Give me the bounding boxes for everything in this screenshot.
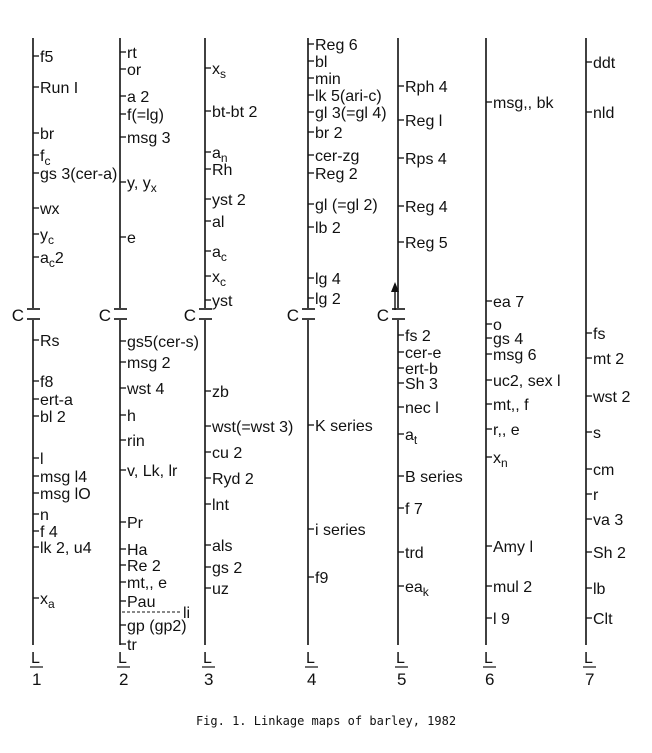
end-label: L bbox=[396, 650, 405, 667]
locus-label: gs 4 bbox=[493, 331, 524, 348]
locus bbox=[308, 197, 378, 214]
end-label: L bbox=[203, 650, 212, 667]
end-label: L bbox=[31, 650, 40, 667]
locus-label: bt-bt 2 bbox=[212, 104, 258, 121]
locus bbox=[486, 331, 523, 348]
locus-label: f9 bbox=[315, 570, 329, 587]
locus-label: msg lO bbox=[40, 486, 91, 503]
locus-label: $x_a$ bbox=[40, 591, 55, 611]
locus-label: va 3 bbox=[593, 512, 624, 529]
locus-label: $x_c$ bbox=[212, 269, 226, 289]
locus-label: lb 2 bbox=[315, 220, 341, 237]
locus-label: rin bbox=[127, 433, 145, 450]
locus bbox=[120, 130, 171, 147]
locus-label: msg 2 bbox=[127, 355, 171, 372]
locus bbox=[586, 351, 624, 368]
locus-label: uc2, sex l bbox=[493, 373, 561, 390]
locus-label: o bbox=[493, 317, 502, 334]
chromosome-4 bbox=[287, 37, 387, 689]
locus-label: Reg 6 bbox=[315, 37, 358, 54]
chromosome-number: 6 bbox=[485, 670, 495, 689]
chromosome-number: 5 bbox=[397, 670, 407, 689]
locus bbox=[205, 445, 242, 462]
locus bbox=[120, 433, 145, 450]
locus-label: cer-e bbox=[405, 345, 442, 362]
locus bbox=[205, 384, 229, 401]
locus bbox=[586, 487, 599, 504]
locus bbox=[33, 451, 44, 468]
locus bbox=[33, 374, 53, 391]
locus bbox=[486, 373, 561, 390]
locus bbox=[308, 125, 343, 142]
locus bbox=[33, 80, 78, 97]
centromere-label: C bbox=[11, 306, 24, 325]
locus bbox=[308, 166, 358, 183]
locus bbox=[308, 37, 358, 54]
locus bbox=[486, 539, 533, 556]
locus-label: f 7 bbox=[405, 501, 423, 518]
locus bbox=[120, 62, 142, 79]
locus bbox=[486, 347, 537, 364]
locus bbox=[398, 376, 438, 393]
locus bbox=[398, 400, 439, 417]
locus bbox=[205, 244, 227, 264]
locus bbox=[205, 293, 233, 310]
locus bbox=[586, 425, 601, 442]
end-label: L bbox=[584, 650, 593, 667]
locus-label: $y_c$ bbox=[40, 227, 54, 247]
locus-label: r bbox=[593, 487, 599, 504]
locus-label: bl 2 bbox=[40, 409, 66, 426]
locus bbox=[308, 418, 373, 435]
locus bbox=[120, 558, 161, 575]
locus bbox=[586, 545, 626, 562]
locus-label: nec l bbox=[405, 400, 439, 417]
locus-label: Pr bbox=[127, 515, 143, 532]
chromosome-6 bbox=[483, 38, 561, 689]
locus bbox=[120, 542, 148, 559]
locus-label: r,, e bbox=[493, 422, 520, 439]
locus-label: yst 2 bbox=[212, 192, 246, 209]
locus-label: a 2 bbox=[127, 89, 150, 106]
locus-label: min bbox=[315, 71, 341, 88]
locus-label: bl bbox=[315, 54, 328, 71]
locus-label: gs 2 bbox=[212, 560, 243, 577]
chromosome-3 bbox=[184, 38, 294, 689]
locus bbox=[486, 397, 529, 414]
locus-label: ddt bbox=[593, 55, 616, 72]
locus bbox=[398, 235, 448, 252]
locus-label: K series bbox=[315, 418, 373, 435]
locus bbox=[205, 61, 226, 81]
locus-label: mt,, e bbox=[127, 575, 168, 592]
locus bbox=[33, 148, 50, 168]
locus bbox=[486, 611, 510, 628]
locus bbox=[33, 49, 53, 66]
centromere-label: C bbox=[183, 306, 196, 325]
locus-label: fs 2 bbox=[405, 328, 431, 345]
locus bbox=[308, 570, 328, 587]
locus-label: uz bbox=[212, 581, 229, 598]
locus-label: rt bbox=[127, 45, 137, 62]
locus bbox=[205, 214, 224, 231]
locus-label: f(=lg) bbox=[127, 107, 164, 124]
locus bbox=[486, 294, 524, 311]
locus-label: tr bbox=[127, 637, 137, 654]
locus bbox=[308, 291, 341, 308]
locus-label: wst 2 bbox=[593, 389, 631, 406]
locus bbox=[398, 427, 418, 447]
locus bbox=[120, 575, 167, 592]
locus bbox=[398, 79, 448, 96]
locus-label: Reg 5 bbox=[405, 235, 448, 252]
locus bbox=[120, 463, 178, 480]
locus-label: B series bbox=[405, 469, 463, 486]
locus bbox=[120, 355, 171, 372]
end-label: L bbox=[118, 650, 127, 667]
locus-label: zb bbox=[212, 384, 229, 401]
locus bbox=[586, 512, 623, 529]
locus bbox=[33, 486, 91, 503]
locus bbox=[205, 497, 229, 514]
locus bbox=[120, 618, 187, 635]
locus bbox=[33, 166, 117, 183]
locus bbox=[120, 408, 136, 425]
locus-label: ea 7 bbox=[493, 294, 525, 311]
locus bbox=[486, 579, 532, 596]
locus-label: Reg 4 bbox=[405, 199, 448, 216]
locus bbox=[398, 151, 447, 168]
locus-label: $a_t$ bbox=[405, 427, 418, 447]
locus-label: lg 2 bbox=[315, 291, 341, 308]
locus bbox=[120, 381, 164, 398]
locus-label: trd bbox=[405, 545, 424, 562]
locus bbox=[33, 409, 66, 426]
locus-label: e bbox=[127, 230, 136, 247]
locus-label: gp (gp2) bbox=[127, 618, 187, 635]
locus bbox=[120, 230, 136, 247]
locus bbox=[586, 55, 616, 72]
locus bbox=[486, 95, 554, 112]
locus-label: $ea_k$ bbox=[405, 579, 429, 599]
locus bbox=[586, 389, 630, 406]
centromere-label: C bbox=[98, 306, 111, 325]
locus bbox=[398, 345, 442, 362]
locus-label: Clt bbox=[593, 611, 613, 628]
locus-label: gs5(cer-s) bbox=[127, 334, 200, 351]
locus-label: gs 3(cer-a) bbox=[40, 166, 118, 183]
locus-label: ert-b bbox=[405, 361, 438, 378]
locus-label: mul 2 bbox=[493, 579, 533, 596]
locus bbox=[33, 333, 60, 350]
locus bbox=[33, 227, 54, 247]
locus-label: msg 3 bbox=[127, 130, 171, 147]
locus-label: msg l4 bbox=[40, 469, 88, 486]
locus-label: li bbox=[183, 605, 191, 622]
locus-label: i series bbox=[315, 522, 366, 539]
locus-label: Rs bbox=[40, 333, 60, 350]
end-label: L bbox=[484, 650, 493, 667]
locus bbox=[398, 469, 463, 486]
locus-label: $a_n$ bbox=[212, 145, 228, 165]
locus bbox=[205, 162, 232, 179]
locus-label: lg 4 bbox=[315, 271, 341, 288]
locus bbox=[205, 538, 232, 555]
locus bbox=[205, 471, 254, 488]
chromosome-number: 2 bbox=[119, 670, 129, 689]
locus bbox=[120, 175, 157, 195]
locus-label: f 4 bbox=[40, 524, 58, 541]
locus bbox=[33, 507, 49, 524]
chromosome-1 bbox=[12, 38, 118, 689]
locus bbox=[586, 611, 613, 628]
locus-label: lk 2, u4 bbox=[40, 540, 92, 557]
locus bbox=[586, 105, 614, 122]
locus-label: wst(=wst 3) bbox=[212, 419, 294, 436]
locus bbox=[33, 250, 64, 270]
locus bbox=[308, 148, 359, 165]
locus bbox=[398, 545, 424, 562]
locus-label: cu 2 bbox=[212, 445, 243, 462]
locus bbox=[205, 560, 242, 577]
locus-label: cer-zg bbox=[315, 148, 360, 165]
locus-label: Reg 2 bbox=[315, 166, 358, 183]
locus-label: Rps 4 bbox=[405, 151, 447, 168]
locus-label: lnt bbox=[212, 497, 229, 514]
locus-label: Ha bbox=[127, 542, 148, 559]
locus-label: s bbox=[593, 425, 601, 442]
locus bbox=[308, 54, 327, 71]
locus-label: y, $y_x$ bbox=[127, 175, 157, 195]
locus-label: f8 bbox=[40, 374, 54, 391]
locus bbox=[398, 501, 423, 518]
locus-label: Re 2 bbox=[127, 558, 161, 575]
locus bbox=[586, 326, 605, 343]
locus-label: msg 6 bbox=[493, 347, 537, 364]
locus-label: gl (=gl 2) bbox=[315, 197, 378, 214]
locus-label: Run I bbox=[40, 80, 79, 97]
locus bbox=[398, 113, 442, 130]
locus bbox=[120, 107, 164, 124]
locus bbox=[205, 104, 257, 121]
chromosome-number: 3 bbox=[204, 670, 214, 689]
locus-label: $f_c$ bbox=[40, 148, 51, 168]
locus-label: wx bbox=[40, 201, 60, 218]
locus bbox=[308, 88, 382, 105]
locus-label: al bbox=[212, 214, 225, 231]
locus bbox=[33, 126, 55, 143]
locus bbox=[486, 450, 508, 470]
locus bbox=[33, 469, 87, 486]
locus-label: Rh bbox=[212, 162, 233, 179]
locus bbox=[120, 45, 137, 62]
locus bbox=[586, 581, 606, 598]
locus-label: Ryd 2 bbox=[212, 471, 254, 488]
locus bbox=[33, 201, 60, 218]
end-label: L bbox=[306, 650, 315, 667]
centromere-label: C bbox=[376, 306, 389, 325]
locus-label: $a_c2$ bbox=[40, 250, 64, 270]
locus-label: $x_n$ bbox=[493, 450, 508, 470]
locus bbox=[205, 581, 229, 598]
locus-label: lk 5(ari-c) bbox=[315, 88, 382, 105]
locus bbox=[586, 462, 614, 479]
locus bbox=[205, 269, 226, 289]
locus-label: $a_c$ bbox=[212, 244, 227, 264]
locus-label: mt,, f bbox=[493, 397, 529, 414]
chromosome-2 bbox=[99, 38, 199, 689]
locus-label: Pau bbox=[127, 594, 156, 611]
locus-label: mt 2 bbox=[593, 351, 625, 368]
locus bbox=[398, 199, 448, 216]
locus-label: $x_s$ bbox=[212, 61, 226, 81]
locus-label: gl 3(=gl 4) bbox=[315, 105, 387, 122]
locus bbox=[308, 522, 366, 539]
locus-label: msg,, bk bbox=[493, 95, 554, 112]
locus-label: fs bbox=[593, 326, 606, 343]
locus-label: Amy l bbox=[493, 539, 533, 556]
locus-label: cm bbox=[593, 462, 615, 479]
locus-label: br 2 bbox=[315, 125, 343, 142]
figure-caption: Fig. 1. Linkage maps of barley, 1982 bbox=[195, 714, 457, 728]
locus bbox=[308, 220, 341, 237]
locus-label: wst 4 bbox=[127, 381, 165, 398]
locus-label: f5 bbox=[40, 49, 54, 66]
chromosome-5 bbox=[377, 38, 463, 689]
chromosome-number: 7 bbox=[585, 670, 595, 689]
locus-label: br bbox=[40, 126, 55, 143]
locus-label: Reg l bbox=[405, 113, 443, 130]
locus-label: Rph 4 bbox=[405, 79, 448, 96]
locus bbox=[120, 334, 199, 351]
centromere-label: C bbox=[286, 306, 299, 325]
locus-label: v, Lk, lr bbox=[127, 463, 178, 480]
locus-label: lb bbox=[593, 581, 606, 598]
locus-label: or bbox=[127, 62, 142, 79]
locus bbox=[33, 591, 55, 611]
locus bbox=[120, 89, 149, 106]
locus-label: yst bbox=[212, 293, 233, 310]
locus bbox=[120, 515, 144, 532]
locus-label: l bbox=[40, 451, 44, 468]
locus bbox=[120, 594, 155, 611]
locus bbox=[33, 540, 92, 557]
locus bbox=[398, 328, 431, 345]
locus-label: ert-a bbox=[40, 392, 73, 409]
locus bbox=[308, 271, 341, 288]
chromosome-number: 1 bbox=[32, 670, 42, 689]
locus bbox=[205, 192, 246, 209]
locus-label: n bbox=[40, 507, 49, 524]
locus bbox=[308, 71, 341, 88]
locus bbox=[398, 579, 430, 599]
locus-label: Sh 3 bbox=[405, 376, 438, 393]
chromosome-7 bbox=[583, 38, 630, 689]
locus bbox=[486, 422, 520, 439]
locus-label: nld bbox=[593, 105, 615, 122]
locus bbox=[205, 419, 293, 436]
locus bbox=[33, 524, 58, 541]
chromosome-number: 4 bbox=[307, 670, 317, 689]
locus bbox=[308, 105, 387, 122]
locus-label: Sh 2 bbox=[593, 545, 626, 562]
locus bbox=[33, 392, 73, 409]
locus-label: h bbox=[127, 408, 136, 425]
locus-label: als bbox=[212, 538, 233, 555]
locus-label: l 9 bbox=[493, 611, 510, 628]
